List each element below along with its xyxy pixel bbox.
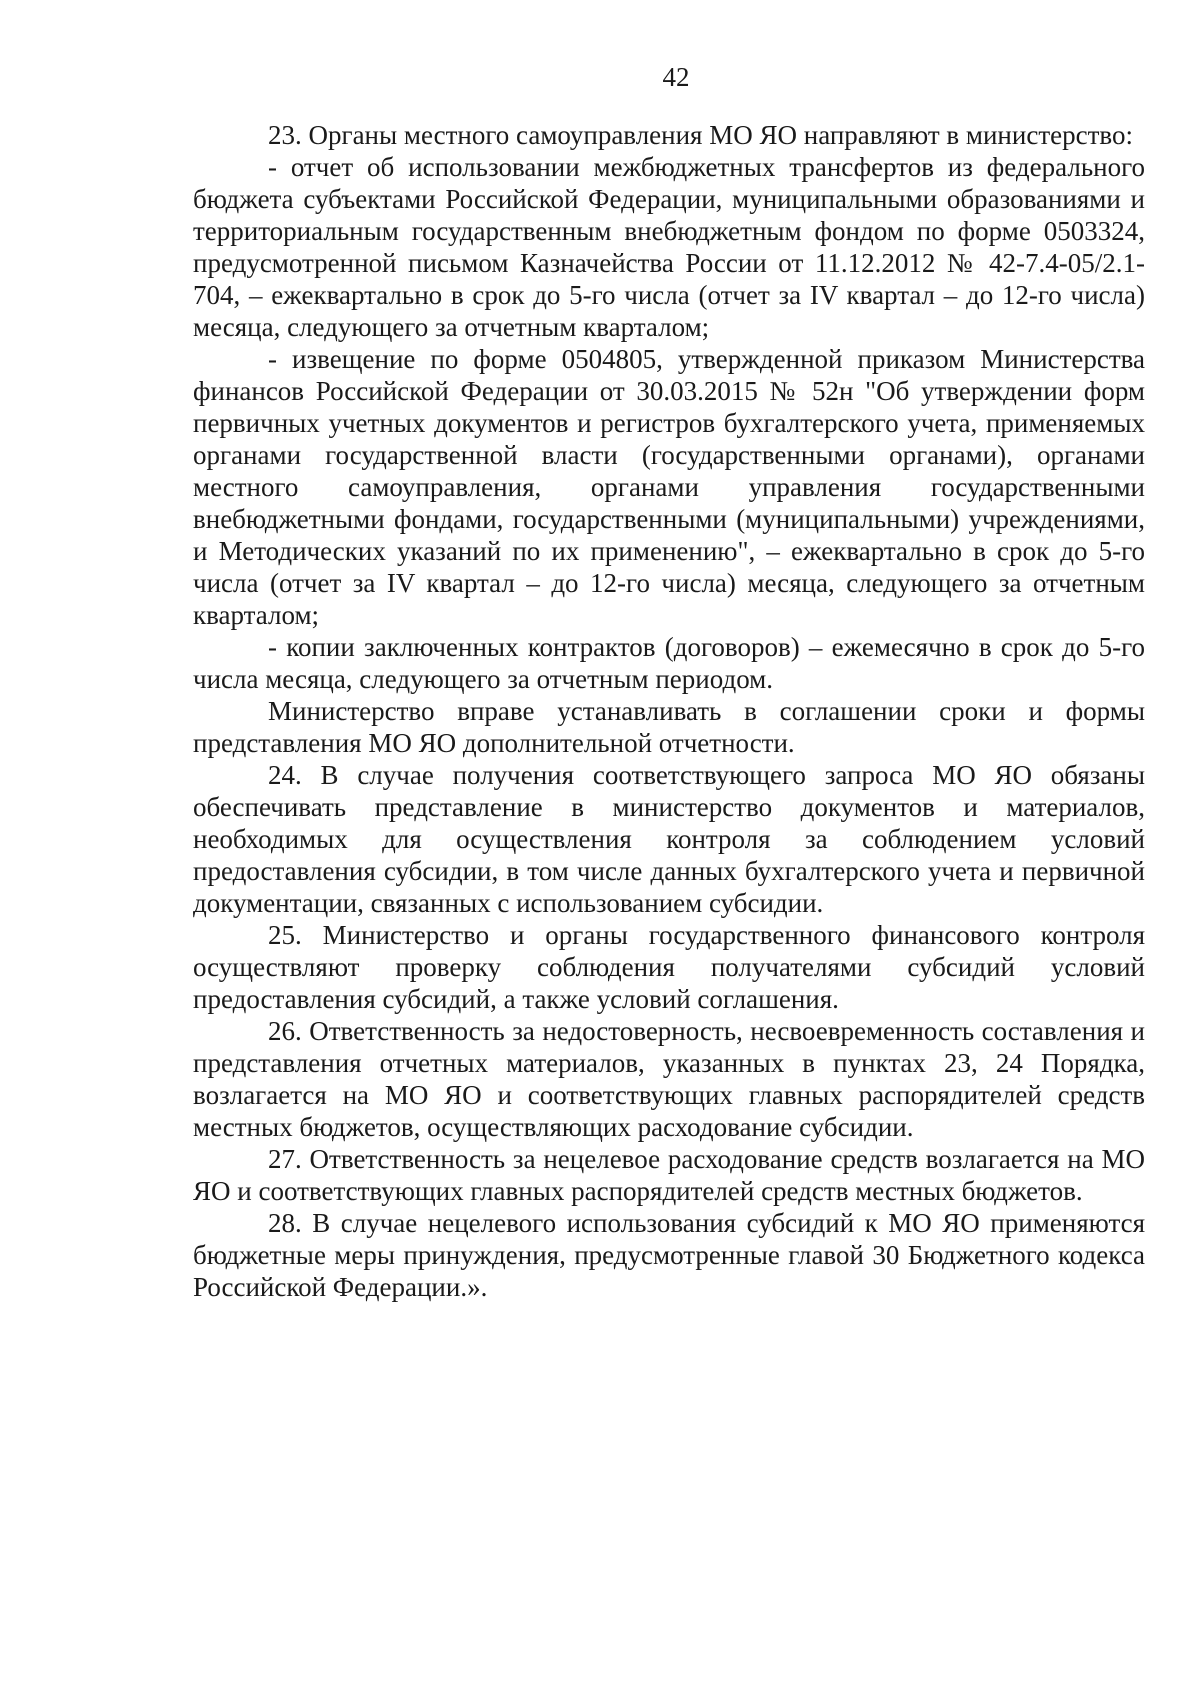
paragraph-26: 26. Ответственность за недостоверность, несвоевременность составления и представления отчетных материалов, указанных в пунктах 23, 24 Порядка, возлагается на МО ЯО и соответствующих главных распорядителей средств местных бюджетов, осуществляющих расходование субсидии. [193, 1016, 1145, 1142]
paragraph-report-transfers: - отчет об использовании межбюджетных трансфертов из федерального бюджета субъектами Российской Федерации, муниципальными образованиями и территориальным государственным внебюджетным фондом по форме 0503324, предусмотренной письмом Казначейства России от 11.12.2012 № 42-7.4-05/2.1-704, – ежеквартально в срок до 5-го числа (отчет за IV квартал – до 12-го числа) месяца, следующего за отчетным кварталом; [193, 152, 1145, 342]
paragraph-28: 28. В случае нецелевого использования субсидий к МО ЯО применяются бюджетные меры принуждения, предусмотренные главой 30 Бюджетного кодекса Российской Федерации.». [193, 1208, 1145, 1302]
paragraph-contract-copies: - копии заключенных контрактов (договоров) – ежемесячно в срок до 5-го числа месяца, следующего за отчетным периодом. [193, 632, 1145, 694]
page-number: 42 [662, 62, 690, 92]
paragraph-27: 27. Ответственность за нецелевое расходование средств возлагается на МО ЯО и соответствующих главных распорядителей средств местных бюджетов. [193, 1144, 1145, 1206]
paragraph-25: 25. Министерство и органы государственного финансового контроля осуществляют проверку соблюдения получателями субсидий условий предоставления субсидий, а также условий соглашения. [193, 920, 1145, 1014]
paragraph-additional-reporting: Министерство вправе устанавливать в соглашении сроки и формы представления МО ЯО дополнительной отчетности. [193, 696, 1145, 758]
document-body [193, 119, 1145, 1303]
paragraph-notice-form: - извещение по форме 0504805, утвержденной приказом Министерства финансов Российской Федерации от 30.03.2015 № 52н "Об утверждении форм первичных учетных документов и регистров бухгалтерского учета, применяемых органами государственной власти (государственными органами), органами местного самоуправления, органами управления государственными внебюджетными фондами, государственными (муниципальными) учреждениями, и Методических указаний по их применению", – ежеквартально в срок до 5-го числа (отчет за IV квартал – до 12-го числа) месяца, следующего за отчетным кварталом; [193, 344, 1145, 630]
paragraph-24: 24. В случае получения соответствующего запроса МО ЯО обязаны обеспечивать представление в министерство документов и материалов, необходимых для осуществления контроля за соблюдением условий предоставления субсидии, в том числе данных бухгалтерского учета и первичной документации, связанных с использованием субсидии. [193, 760, 1145, 918]
paragraph-23-intro: 23. Органы местного самоуправления МО ЯО направляют в министерство: [268, 120, 1133, 150]
